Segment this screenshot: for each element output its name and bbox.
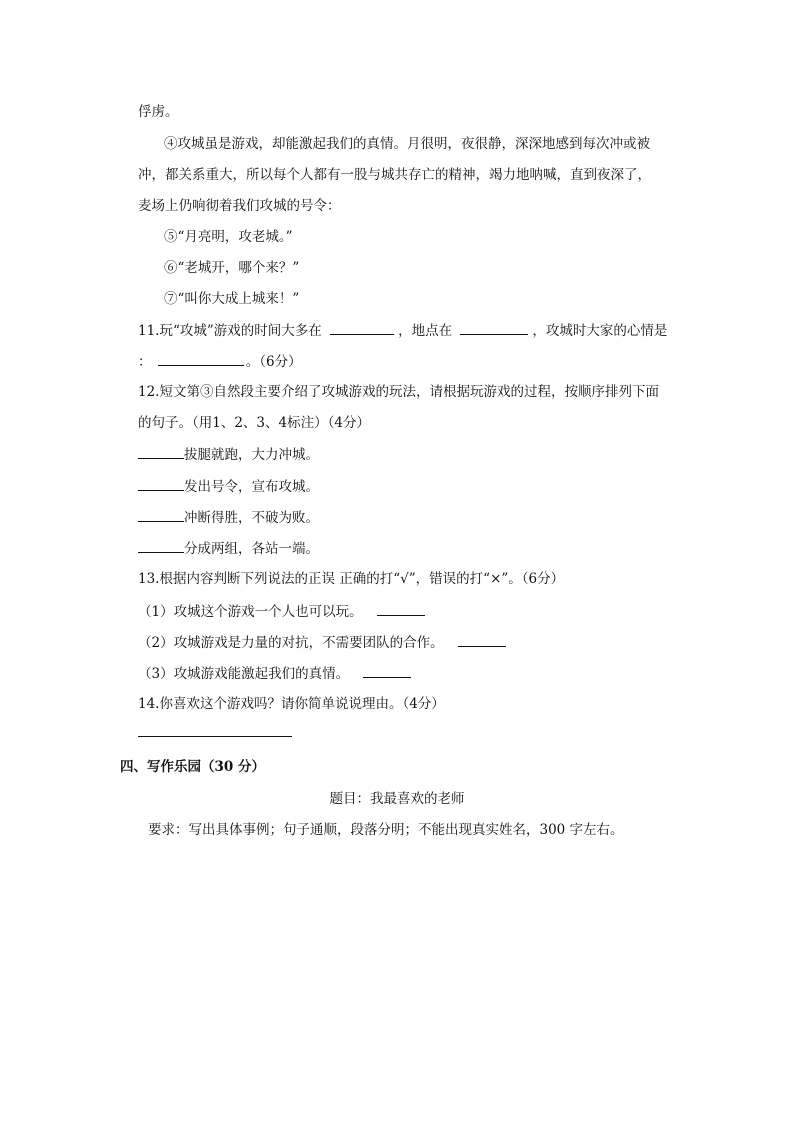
ordering-item-text: 分成两组，各站一端。 [184,541,319,557]
true-false-text: （1）攻城这个游戏一个人也可以玩。 [138,604,363,620]
answer-blank[interactable] [138,722,292,737]
q11-text: ，地点在 [398,323,453,339]
ordering-item-text: 冲断得胜，不破为败。 [184,510,319,526]
answer-blank[interactable] [158,351,244,366]
section-heading: 四、写作乐园（30 分） [120,759,265,775]
paragraph-7: ⑦“叫你大成上城来！” [164,291,300,307]
question-14: 14.你喜欢这个游戏吗？请你简单说说理由。（4分） [138,696,445,712]
question-14-answer [138,722,292,743]
ordering-item [138,538,319,559]
true-false-item [138,632,506,653]
q11-text: 。（6分） [245,354,302,370]
paragraph-4-line: ④攻城虽是游戏，却能激起我们的真情。月很明，夜很静，深深地感到每次冲或被 [164,136,650,152]
ordering-item [138,507,319,528]
question-13: 13.根据内容判断下列说法的正误 正确的打“√”，错误的打“×”。（6分） [138,571,565,587]
answer-blank[interactable] [138,538,184,553]
answer-blank[interactable] [458,632,506,647]
question-12: 的句子。（用1、2、3、4标注）（4分） [138,415,370,431]
question-11-cont [138,351,302,372]
true-false-item [138,663,411,684]
q11-text: 11.玩“攻城”游戏的时间大多在 [138,323,322,339]
passage-line: 俘虏。 [138,104,179,120]
question-11 [138,320,667,341]
answer-blank[interactable] [138,507,184,522]
answer-blank[interactable] [138,476,184,491]
question-12: 12.短文第③自然段主要介绍了攻城游戏的玩法，请根据玩游戏的过程，按顺序排列下面 [138,384,659,400]
paragraph-5: ⑤“月亮明，攻老城。” [164,229,293,245]
q11-text: ： [138,354,152,370]
true-false-text: （3）攻城游戏能激起我们的真情。 [138,666,350,682]
paragraph-4-line: 冲，都关系重大，所以每个人都有一股与城共存亡的精神，竭力地呐喊，直到夜深了， [138,167,651,183]
ordering-item [138,444,319,465]
ordering-item-text: 发出号令，宣布攻城。 [184,479,319,495]
essay-requirement: 要求：写出具体事例；句子通顺，段落分明；不能出现真实姓名，300 字左右。 [148,822,624,838]
answer-blank[interactable] [377,601,425,616]
answer-blank[interactable] [138,444,184,459]
paragraph-4-line: 麦场上仍响彻着我们攻城的号令： [138,198,341,214]
true-false-text: （2）攻城游戏是力量的对抗，不需要团队的合作。 [138,635,444,651]
answer-blank[interactable] [460,320,528,335]
ordering-item [138,476,319,497]
essay-title: 题目：我最喜欢的老师 [329,791,465,807]
q11-text: ，攻城时大家的心情是 [532,323,668,339]
answer-blank[interactable] [363,663,411,678]
ordering-item-text: 拔腿就跑，大力冲城。 [184,447,319,463]
paragraph-6: ⑥“老城开，哪个来？” [164,260,300,276]
true-false-item [138,601,425,622]
answer-blank[interactable] [330,320,394,335]
